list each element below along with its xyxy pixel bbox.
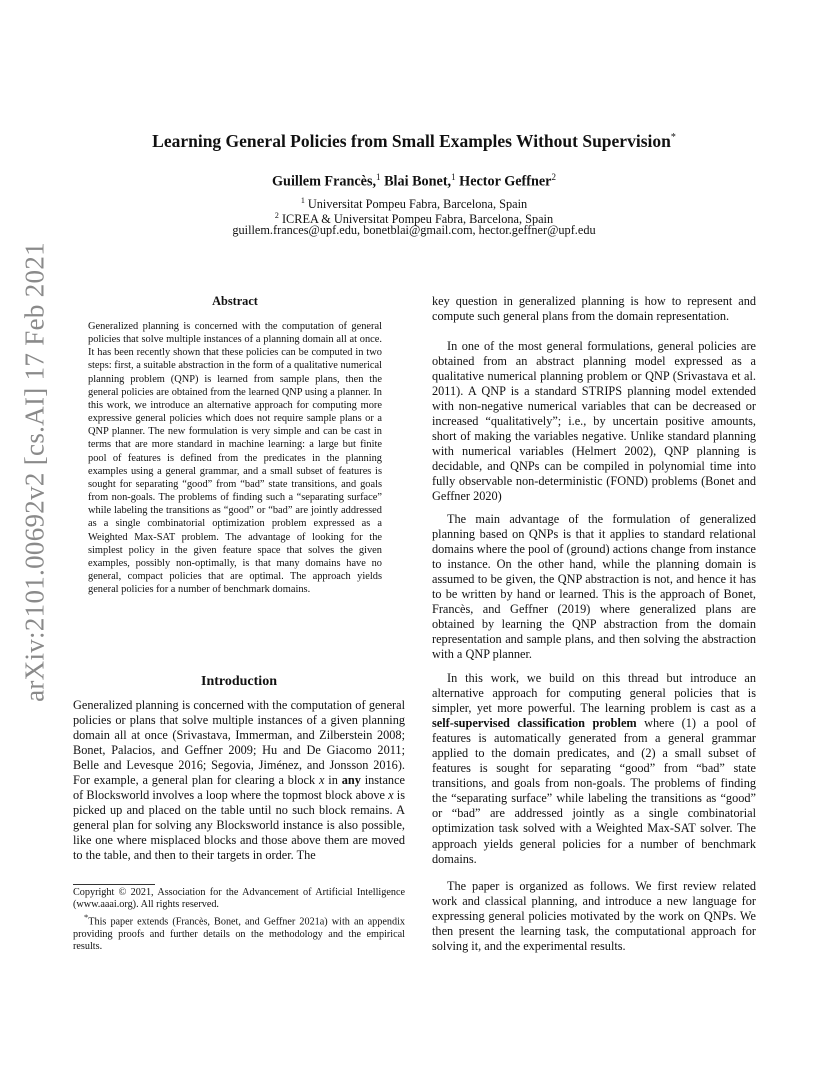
- abstract-text: Generalized planning is concerned with the computation of general policies that solve multiple instances of a planning domain all at once. It has been recently shown that these policies can be computed in two steps: first, a suitable abstraction in the form of a qualitative numerical planning problem (QNP) is learned from sample plans, then the general policies are obtained from the learned QNP using a planner. In this work, we introduce an alternative approach for computing more expressive general policies which does not require sample plans or a QNP planner. The new formulation is very simple and can be cast in terms that are more standard in machine learning: a large but finite pool of features is defined from the predicates in the planning examples using a general grammar, and a small subset of features is sought for separating “good” from “bad” state transitions, and goals from non-goals. The problems of finding such a “separating surface” while labeling the transitions as “good” or “bad” are jointly addressed as a single combinatorial optimization problem expressed as a Weighted Max-SAT problem. The advantage of looking for the simplest policy in the given feature space that solves the given examples, possibly non-optimally, is that many domains have no general, compact policies that are optimal. The approach yields general policies for a number of benchmark domains.: [88, 321, 382, 596]
- affiliation-1-mark: 1: [300, 196, 305, 205]
- title-text: Learning General Policies from Small Examples Without Supervision: [152, 131, 671, 151]
- right-paragraph-4: The paper is organized as follows. We first review related work and classical planning, and introduce a new language for expressing general policies motivated by the work on QNPs. We then present the learning task, the computational approach for solving it, and the experimental results.: [432, 879, 756, 954]
- affiliation-1-text: Universitat Pompeu Fabra, Barcelona, Spain: [307, 197, 528, 212]
- paper-title: [70, 131, 758, 152]
- arxiv-identifier: [18, 242, 52, 702]
- footnote-mark: *: [84, 912, 89, 922]
- affiliation-2-text: ICREA & Universitat Pompeu Fabra, Barcelona, Spain: [281, 212, 554, 227]
- author-2-affil: 1: [451, 172, 456, 182]
- intro-text-part: is picked up and placed on the table until no such block remains. A general plan for solving any Blocksworld instance is also possible, like one where misplaced blocks and those above them are moved to the table, and then to their targets in order. The: [73, 788, 405, 863]
- math-variable-x: x: [388, 788, 394, 803]
- right-paragraph-2: The main advantage of the formulation of generalized planning based on QNPs is that it applies to standard relational domains where the pool of (ground) actions change from instance to instance. On the other hand, while the planning domain is assumed to be given, the QNP abstraction is not, and hence it has to be written by hand or learned. This is the approach of Bonet, Francès, and Geffner (2019) where generalized plans are obtained by learning the QNP abstraction from the domain representation and sample plans, and then solving the abstraction with a QNP planner.: [432, 512, 756, 662]
- author-3: Hector Geffner: [459, 173, 552, 190]
- introduction-heading: Introduction: [201, 674, 277, 689]
- author-1: Guillem Francès,: [272, 173, 377, 190]
- footnote-body: This paper extends (Francès, Bonet, and Geffner 2021a) with an appendix providing proofs and further details on the methodology and the empirical results.: [73, 916, 405, 953]
- affiliation-2-mark: 2: [274, 211, 279, 220]
- right-paragraph-1: In one of the most general formulations, general policies are obtained from an abstract planning model expressed as a qualitative numerical planning problem or QNP (Srivastava et al. 2011). A QNP is a standard STRIPS planning model extended with non-negative numerical variables that can be decreased or increased “qualitatively”; i.e., by uncertain positive amounts, short of making the variables negative. Unlike standard planning with numerical variables (Helmert 2002), QNP planning is decidable, and QNPs can be compiled in polynomial time into fully observable non-deterministic (FOND) problems (Bonet and Geffner 2020): [432, 339, 756, 504]
- author-1-affil: 1: [376, 172, 381, 182]
- emphasis-any: any: [341, 773, 361, 788]
- title-footnote-mark: *: [670, 132, 676, 144]
- right-p3-text: where (1) a pool of features is automatically generated from a general grammar applied to the domain predicates, and (2) a small subset of features is sought for separating “good” from “bad” state transitions, and goals from non-goals. The problems of finding the “separating surface” while labeling the transitions as “good” or “bad” are addressed jointly as a single combinatorial optimization task solved with a Weighted Max-SAT solver. The approach yields general policies for a number of benchmark domains.: [432, 716, 756, 866]
- footnote-rule: [73, 884, 155, 885]
- intro-text-part: instance of Blocksworld involves a loop where the topmost block above: [73, 773, 405, 803]
- emphasis-self-supervised: self-supervised classification problem: [432, 716, 637, 731]
- author-emails: guillem.frances@upf.edu, bonetblai@gmail.com, hector.geffner@upf.edu: [232, 223, 596, 237]
- intro-text-part: Generalized planning is concerned with the computation of general policies or plans that solve multiple instances of a given planning domain all at once (Srivastava, Immerman, and Zilberstein 2008; Bonet, Palacios, and Geffner 2009; Hu and De Giacomo 2011; Belle and Levesque 2016; Segovia, Jiménez, and Jonsson 2016). For example, a general plan for clearing a block: [73, 698, 405, 788]
- author-2: Blai Bonet,: [384, 173, 452, 190]
- footnote-text: [73, 911, 405, 954]
- intro-text-part: in: [324, 773, 342, 788]
- author-list: [70, 172, 758, 191]
- arxiv-identifier-text: arXiv:2101.00692v2 [cs.AI] 17 Feb 2021: [19, 242, 50, 702]
- abstract-heading: Abstract: [212, 294, 258, 308]
- copyright-notice: Copyright © 2021, Association for the Advancement of Artificial Intelligence (www.aaai.org). All rights reserved.: [73, 887, 405, 911]
- introduction-paragraph-1: [73, 698, 405, 864]
- right-p3-text: In this work, we build on this thread but introduce an alternative approach for computing general policies that is simpler, yet more powerful. The learning problem is cast as a: [432, 671, 756, 716]
- right-paragraph-3: [432, 671, 756, 867]
- author-3-affil: 2: [551, 172, 556, 182]
- math-variable-x: x: [318, 773, 325, 788]
- right-paragraph-0: key question in generalized planning is how to represent and compute such general plans from the domain representation.: [432, 294, 756, 324]
